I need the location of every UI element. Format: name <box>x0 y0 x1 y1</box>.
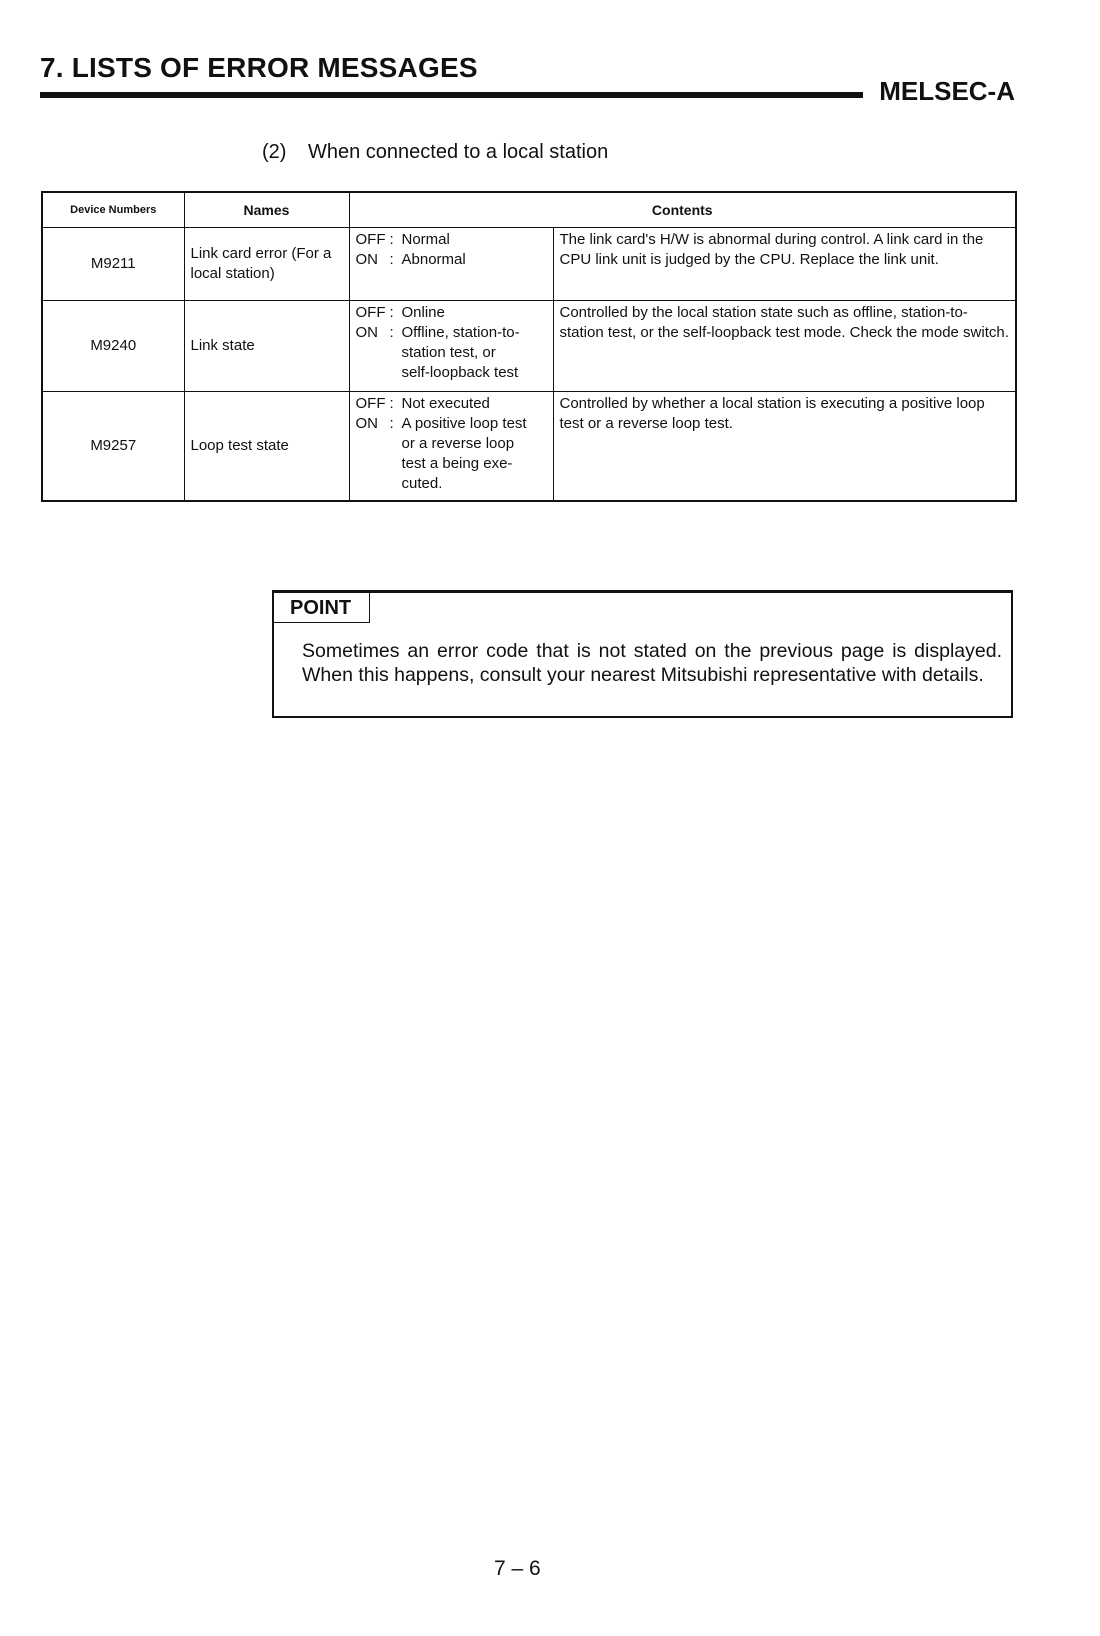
state-separator: : <box>389 231 394 248</box>
table-row <box>42 301 1016 392</box>
state-separator: : <box>389 324 394 341</box>
state-values <box>349 392 553 502</box>
point-note-box <box>272 590 1013 718</box>
chapter-title: 7. LISTS OF ERROR MESSAGES <box>40 52 478 83</box>
header-names: Names <box>184 192 349 228</box>
state-line <box>356 303 547 323</box>
special-relay-table <box>41 191 1017 502</box>
table-header-row <box>42 192 1016 228</box>
device-name: Link state <box>184 301 349 392</box>
page-header <box>40 52 1015 106</box>
state-text: Online <box>401 304 445 321</box>
section-number: (2) <box>262 141 287 163</box>
device-number: M9257 <box>42 392 184 502</box>
state-values <box>349 301 553 392</box>
device-name: Loop test state <box>184 392 349 502</box>
header-rule <box>40 92 863 98</box>
section-title: When connected to a local station <box>308 141 609 163</box>
description: The link card's H/W is abnormal during control. A link card in the CPU link unit is judged by the CPU. Replace the link unit. <box>553 228 1016 301</box>
state-text: Not executed <box>401 395 490 412</box>
page-number: 7 – 6 <box>494 1557 541 1580</box>
state-key: ON <box>355 251 378 268</box>
state-line <box>356 323 547 383</box>
point-label: POINT <box>274 593 370 623</box>
table-row <box>42 228 1016 301</box>
header-contents: Contents <box>349 192 1016 228</box>
state-text: Abnormal <box>401 251 466 268</box>
state-text: A positive loop test or a reverse loop test a being exe- cuted. <box>401 415 527 492</box>
state-values <box>349 228 553 301</box>
state-separator: : <box>389 251 394 268</box>
point-text: Sometimes an error code that is not stated on the previous page is displayed. When this happens, consult your nearest Mitsubishi representative with details. <box>302 640 1002 686</box>
state-line <box>356 230 547 250</box>
state-key: OFF <box>355 395 386 412</box>
device-number: M9211 <box>42 228 184 301</box>
state-key: ON <box>355 324 378 341</box>
section-heading <box>262 141 608 164</box>
state-text: Normal <box>401 231 450 248</box>
device-name: Link card error (For a local station) <box>184 228 349 301</box>
state-key: OFF <box>355 231 386 248</box>
description: Controlled by the local station state such as offline, station-to-station test, or the self-loopback test mode. Check the mode switch. <box>553 301 1016 392</box>
brand-logo-text: MELSEC-A <box>879 76 1015 106</box>
table-row <box>42 392 1016 502</box>
state-line <box>356 250 547 270</box>
device-number: M9240 <box>42 301 184 392</box>
state-key: ON <box>355 415 378 432</box>
state-line <box>356 394 547 414</box>
header-device-numbers: Device Numbers <box>42 192 184 228</box>
state-text: Offline, station-to- station test, or self-loopback test <box>401 324 520 381</box>
state-separator: : <box>389 304 394 321</box>
description: Controlled by whether a local station is executing a positive loop test or a reverse loop test. <box>553 392 1016 502</box>
state-separator: : <box>389 415 394 432</box>
state-line <box>356 414 547 494</box>
state-separator: : <box>389 395 394 412</box>
state-key: OFF <box>355 304 386 321</box>
